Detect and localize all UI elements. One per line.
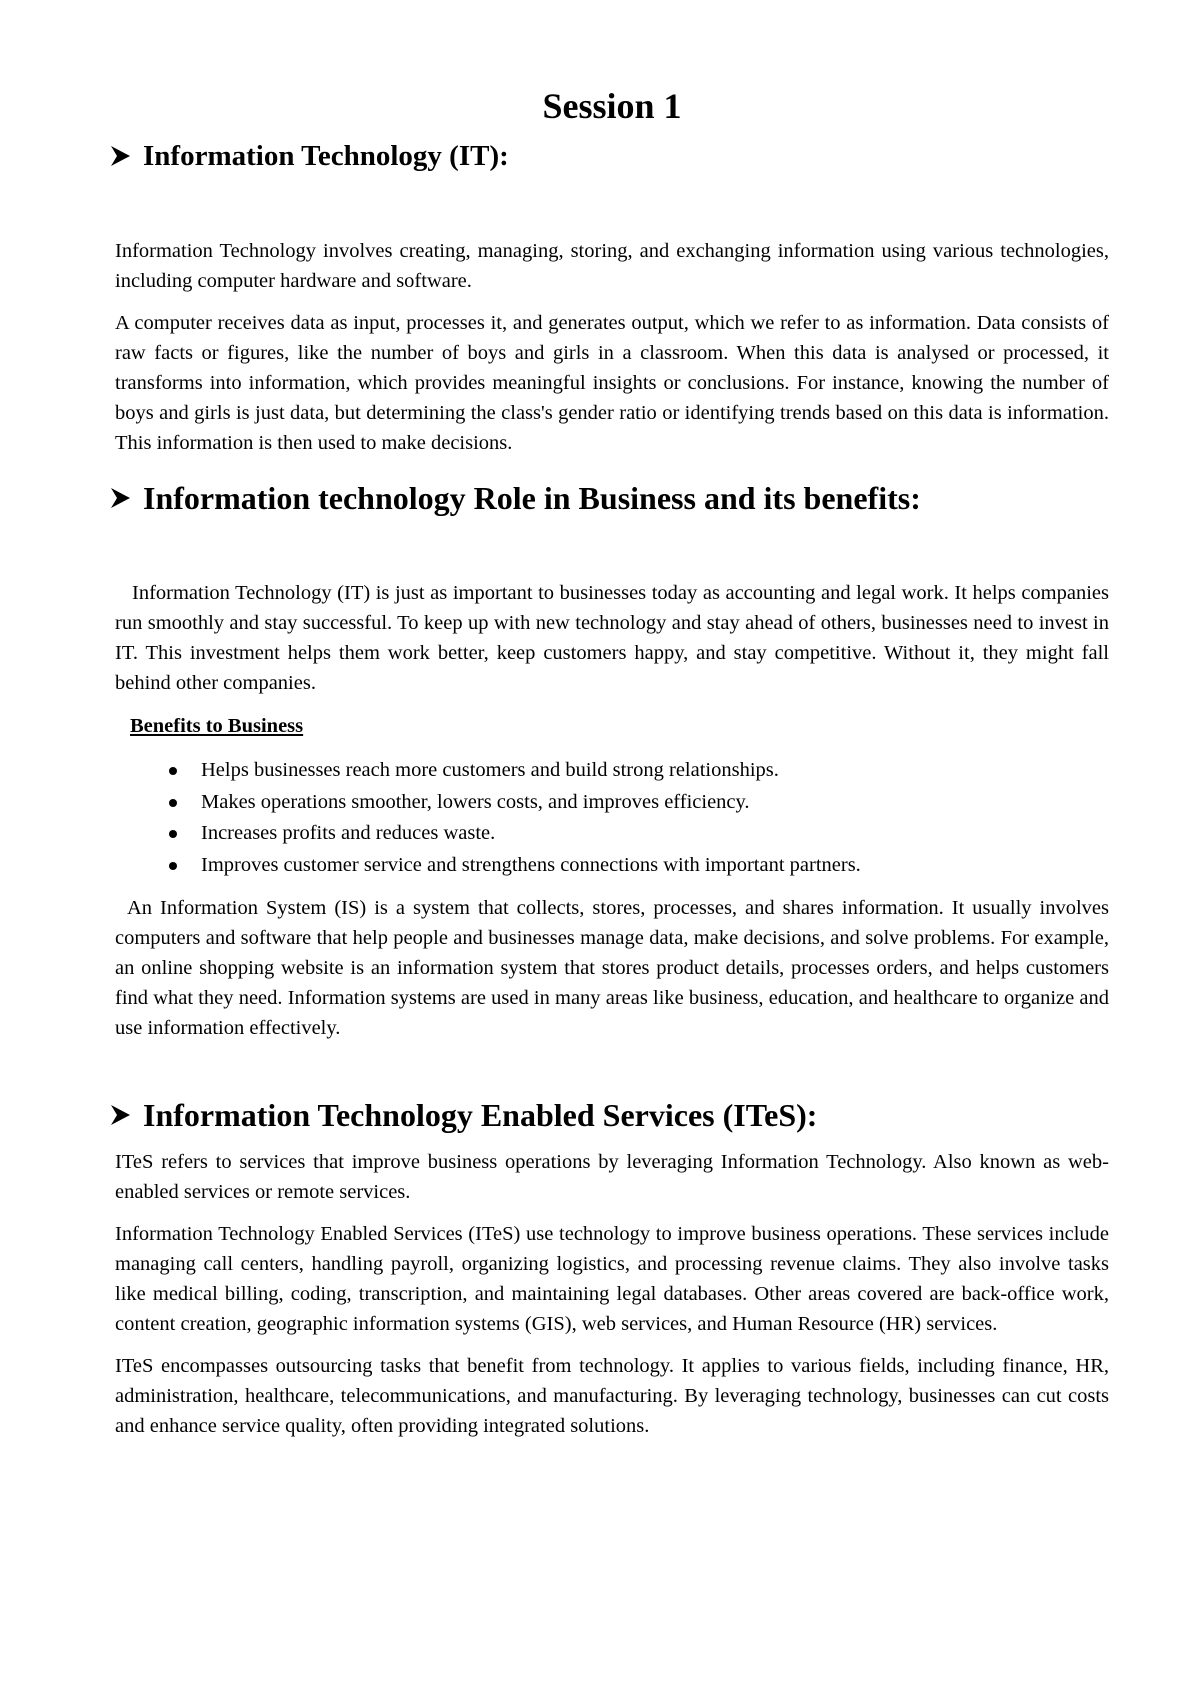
arrowhead-icon — [109, 487, 131, 509]
list-item-text: Helps businesses reach more customers and build strong relationships. — [201, 759, 779, 781]
list-item-text: Increases profits and reduces waste. — [201, 822, 496, 844]
paragraph: ITeS refers to services that improve business operations by leveraging Information Technology. Also known as web-enabled services or remote services. — [115, 1151, 1109, 1203]
bullet-dot-icon — [169, 830, 177, 838]
list-item-text: Makes operations smoother, lowers costs, and improves efficiency. — [201, 790, 750, 813]
bullet-dot-icon — [169, 862, 177, 870]
section-heading-text: Information Technology (IT): — [143, 140, 509, 172]
paragraph: Information Technology (IT) is just as important to businesses today as accounting and legal work. It helps companies run smoothly and stay successful. To keep up with new technology and stay ahead of others, businesses need to invest in IT. This investment helps them work better, keep customers happy, and stay competitive. Without it, they might fall behind other companies. — [115, 582, 1109, 694]
benefits-list — [115, 755, 1109, 881]
paragraph: A computer receives data as input, processes it, and generates output, which we refer to as information. Data consists of raw facts or figures, like the number of boys and girls in a classroom. When this data is analysed or processed, it transforms into information, which provides meaningful insights or conclusions. For instance, knowing the number of boys and girls is just data, but determining the class's gender ratio or identifying trends based on this data is information. This information is then used to make decisions. — [115, 312, 1109, 454]
section-heading-ites — [109, 1095, 1109, 1135]
section-heading-text: Information Technology Enabled Services (ITeS): — [143, 1097, 818, 1133]
arrowhead-icon — [109, 145, 131, 167]
arrowhead-icon — [109, 1104, 131, 1126]
page-content — [115, 84, 1109, 1441]
bullet-dot-icon — [169, 799, 177, 807]
paragraph: Information Technology involves creating, managing, storing, and exchanging information using various technologies, including computer hardware and software. — [115, 240, 1109, 292]
section-heading-text: Information technology Role in Business and its benefits: — [143, 480, 921, 516]
paragraph: Information Technology Enabled Services (ITeS) use technology to improve business operations. These services include managing call centers, handling payroll, organizing logistics, and processing revenue claims. They also involve tasks like medical billing, coding, transcription, and maintaining legal databases. Other areas covered are back-office work, content creation, geographic information systems (GIS), web services, and Human Resource (HR) services. — [115, 1223, 1109, 1335]
benefits-subheading: Benefits to Business — [130, 715, 304, 737]
list-item-text: Improves customer service and strengthens connections with important partners. — [201, 853, 861, 876]
list-item — [115, 755, 1109, 787]
section-heading-it — [109, 138, 1109, 174]
list-item — [115, 787, 1109, 819]
section-heading-it-business — [109, 478, 1109, 518]
paragraph: An Information System (IS) is a system that collects, stores, processes, and shares information. It usually involves computers and software that help people and businesses manage data, make decisions, and solve problems. For example, an online shopping website is an information system that stores product details, processes orders, and helps customers find what they need. Information systems are used in many areas like business, education, and healthcare to organize and use information effectively. — [115, 897, 1109, 1039]
list-item — [115, 818, 1109, 850]
page-title: Session 1 — [542, 86, 682, 126]
bullet-dot-icon — [169, 767, 177, 775]
paragraph: ITeS encompasses outsourcing tasks that benefit from technology. It applies to various fields, including finance, HR, administration, healthcare, telecommunications, and manufacturing. By leveraging technology, businesses can cut costs and enhance service quality, often providing integrated solutions. — [115, 1355, 1109, 1437]
list-item — [115, 850, 1109, 882]
